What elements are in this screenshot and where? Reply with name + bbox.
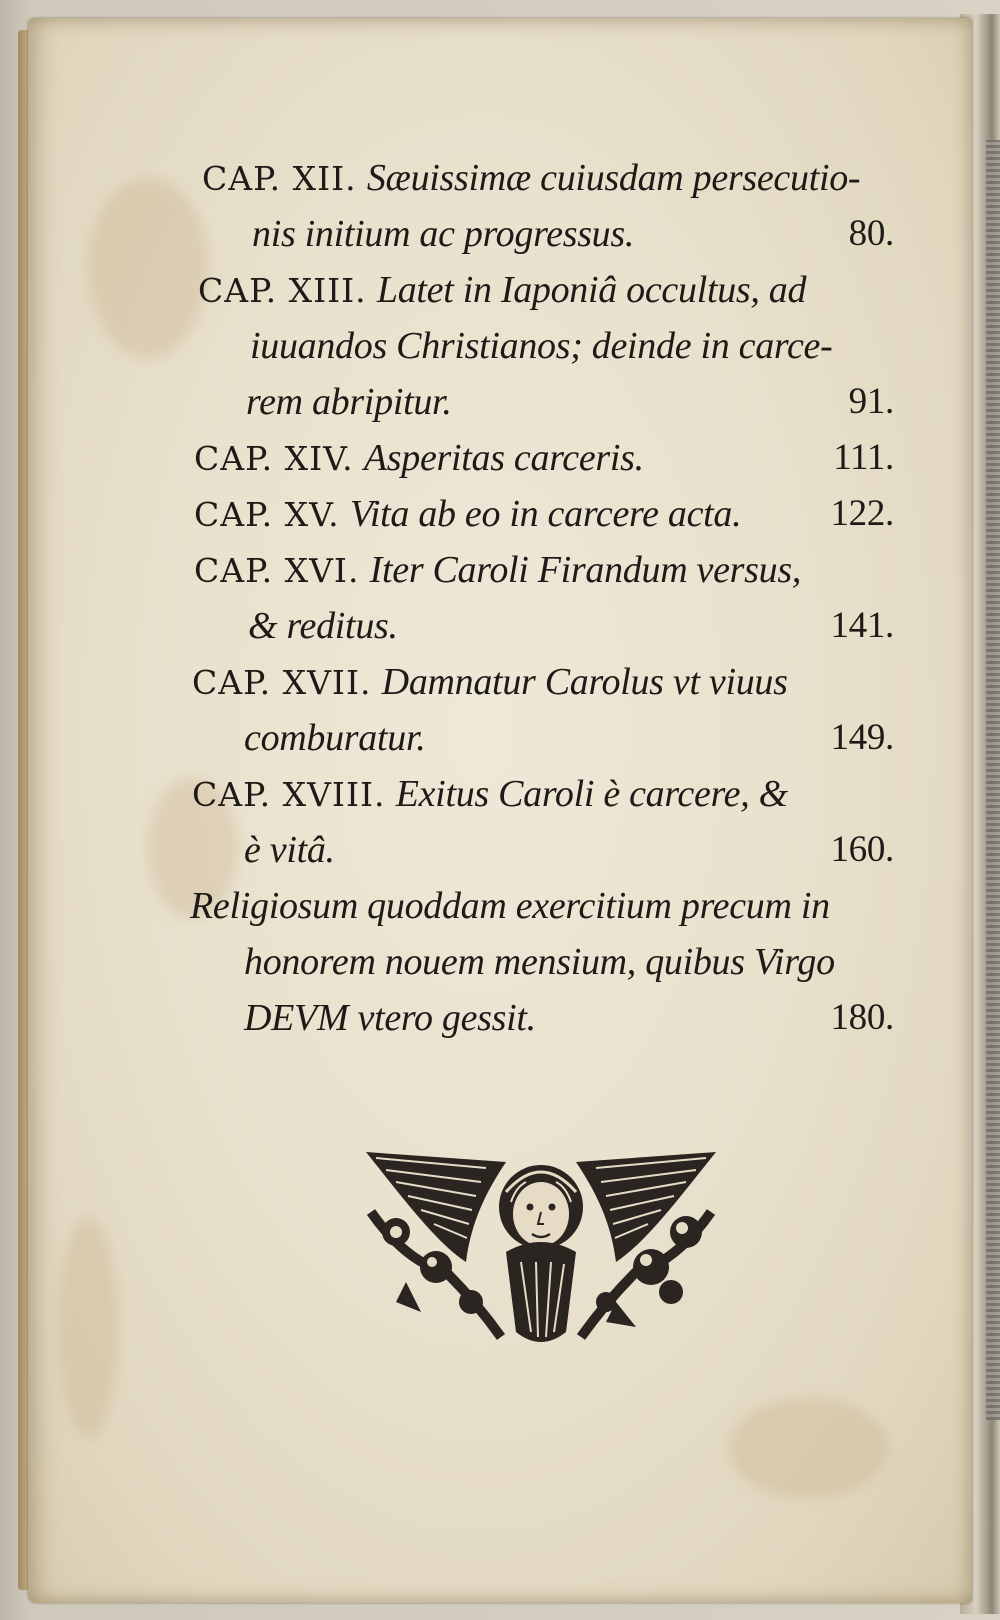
toc-line [180,654,880,710]
toc-line [180,598,894,654]
toc-line [180,150,880,206]
toc-line [180,262,880,318]
appendix-title: Religiosum quoddam exercitium precum in [190,885,830,927]
toc-line [180,542,880,598]
toc-line [180,878,880,934]
chapter-label: CAP. XVII. [192,663,372,702]
toc-line [180,374,894,430]
toc-line [180,710,894,766]
chapter-title: Iter Caroli Firandum versus, [369,549,802,591]
toc-entry [180,654,894,766]
foxing-stain [58,1218,118,1438]
chapter-title: Latet in Iaponiâ occultus, ad [376,269,807,311]
toc-entry [180,430,894,486]
chapter-title: Asperitas carceris. [363,437,644,479]
toc-line [180,934,880,990]
chapter-label: CAP. XVI. [194,551,360,590]
chapter-title: Vita ab eo in carcere acta. [349,493,742,535]
table-of-contents [180,150,894,1046]
toc-line [180,822,894,878]
appendix-title: honorem nouem mensium, quibus Virgo [244,941,835,983]
toc-line [180,206,894,262]
page-number: 160. [830,829,894,870]
toc-line [180,430,894,486]
toc-line [180,486,894,542]
toc-line [180,318,880,374]
toc-entry [180,542,894,654]
toc-entry [180,486,894,542]
foxing-stain [728,1398,888,1498]
page-number: 180. [830,997,894,1038]
chapter-title: Damnatur Carolus vt viuus [381,661,788,703]
toc-line [180,990,894,1046]
page-number: 149. [830,717,894,758]
chapter-label: CAP. XIV. [194,439,354,478]
toc-entry [180,262,894,430]
chapter-label: CAP. XII. [202,159,357,198]
chapter-title: iuuandos Christianos; deinde in carce- [250,325,833,367]
chapter-title: Sæuissimæ cuiusdam persecutio- [366,157,861,199]
chapter-label: CAP. XIII. [198,271,367,310]
book-spine [986,140,1000,1420]
toc-entry [180,878,894,1046]
chapter-title: rem abripitur. [246,381,452,423]
chapter-title: è vitâ. [244,829,335,871]
page-number: 111. [833,437,894,478]
chapter-title: nis initium ac progressus. [252,213,635,255]
appendix-title: DEVM vtero gessit. [244,997,536,1039]
chapter-label: CAP. XVIII. [192,775,386,814]
chapter-title: Exitus Caroli è carcere, & [395,773,788,815]
toc-entry [180,150,894,262]
toc-line [180,766,880,822]
chapter-title: & reditus. [248,605,398,647]
chapter-label: CAP. XV. [194,495,340,534]
page-number: 80. [848,213,894,254]
page-number: 122. [830,493,894,534]
toc-entry [180,766,894,878]
chapter-title: comburatur. [244,717,426,759]
page-number: 91. [848,381,894,422]
page-number: 141. [830,605,894,646]
cherub-ornament-icon [366,1152,716,1352]
